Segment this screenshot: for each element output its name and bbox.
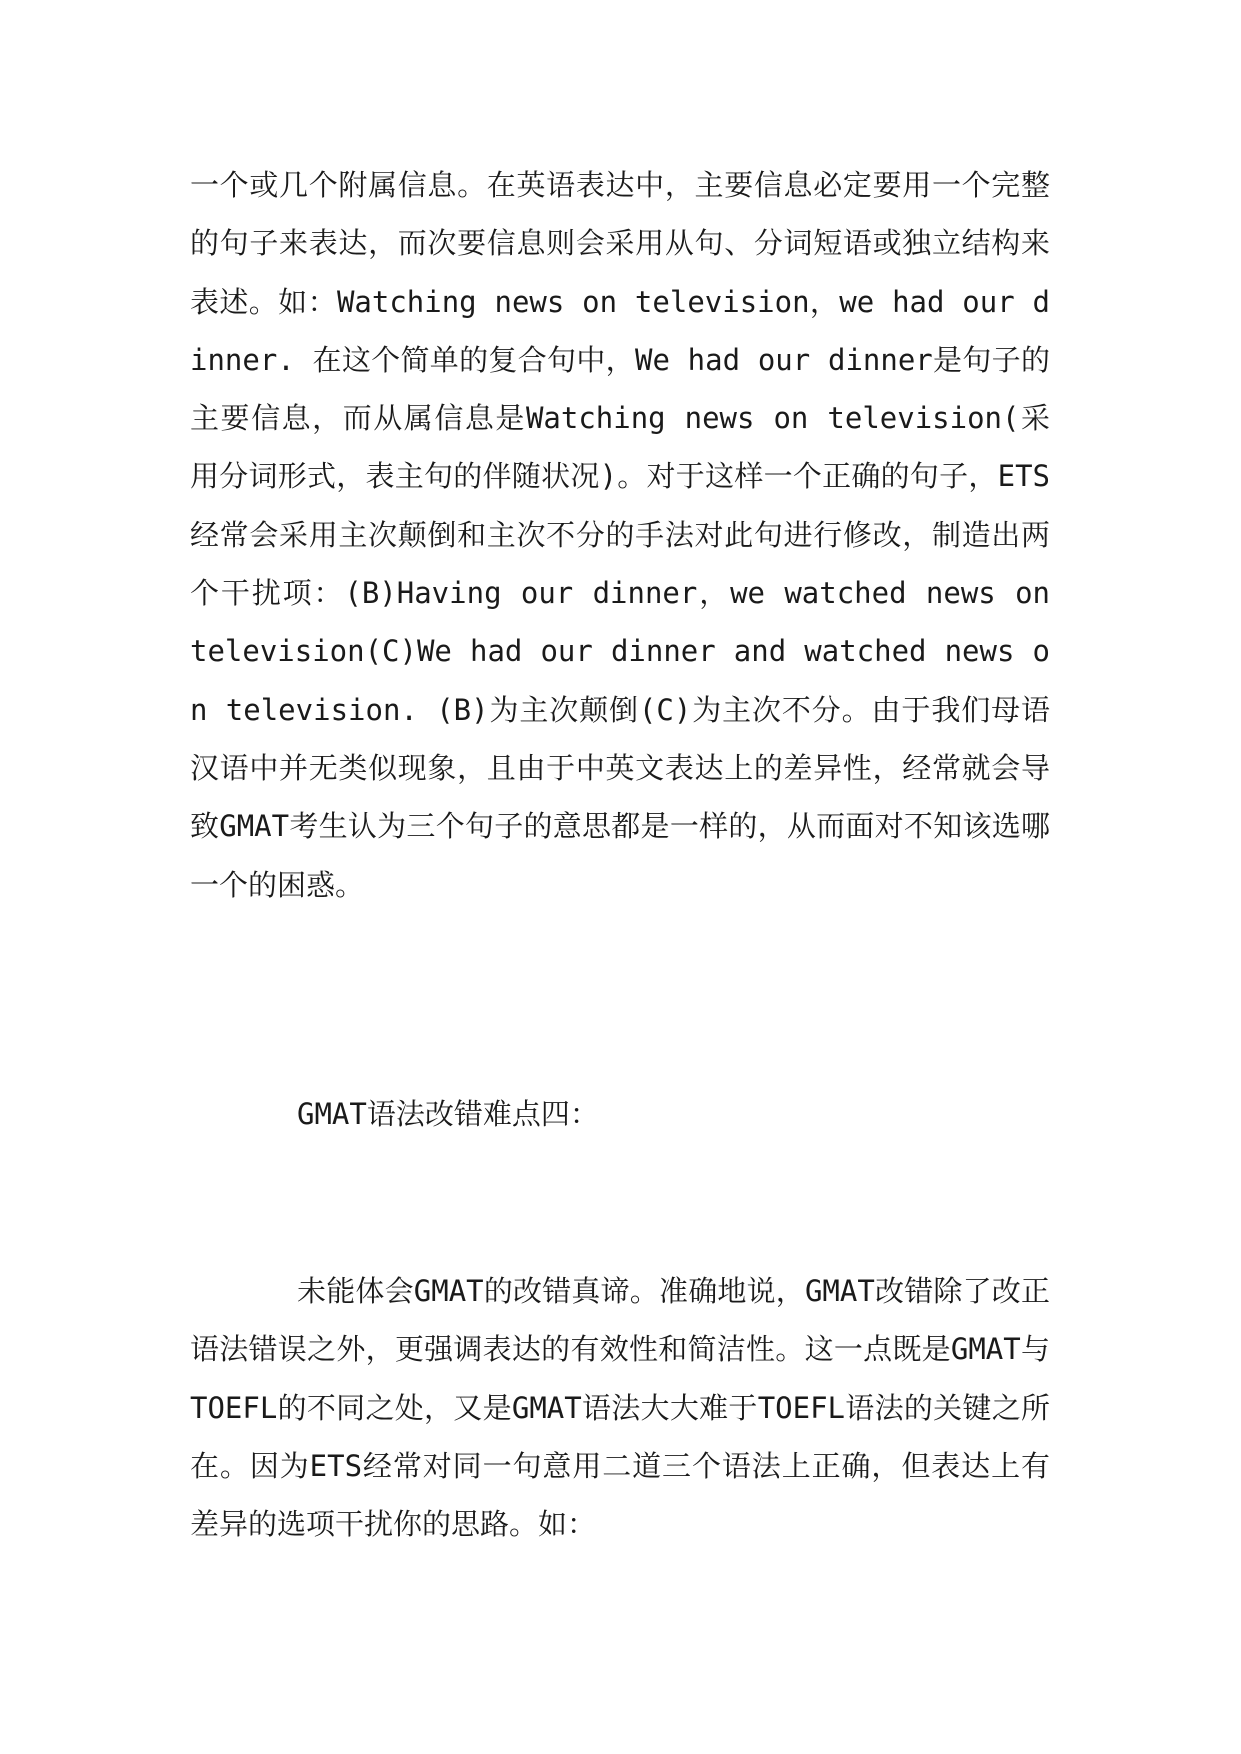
body-paragraph-2: 未能体会GMAT的改错真谛。准确地说，GMAT改错除了改正语法错误之外，更强调表达的有效性和简洁性。这一点既是GMAT与TOEFL的不同之处，又是GMAT语法大大难于TOEFL语法的关键之所在。因为ETS经常对同一句意用二道三个语法上正确，但表达上有差异的选项干扰你的思路。如：: [190, 1274, 1050, 1542]
section-heading: GMAT语法改错难点四：: [297, 1097, 599, 1131]
body-paragraph-1: 一个或几个附属信息。在英语表达中，主要信息必定要用一个完整的句子来表达，而次要信息则会采用从句、分词短语或独立结构来表述。如：Watching news on television，we had our dinner. 在这个简单的复合句中，We had our dinner是句子的主要信息，而从属信息是Watching news on television(采用分词形式，表主句的伴随状况)。对于这样一个正确的句子，ETS经常会采用主次颠倒和主次不分的手法对此句进行修改，制造出两个干扰项：(B)Having our dinner，we watched news on television(C)We had our dinner and watched news on television. (B)为主次颠倒(C)为主次不分。由于我们母语汉语中并无类似现象，且由于中英文表达上的差异性，经常就会导致GMAT考生认为三个句子的意思都是一样的，从而面对不知该选哪一个的困惑。: [190, 168, 1050, 902]
